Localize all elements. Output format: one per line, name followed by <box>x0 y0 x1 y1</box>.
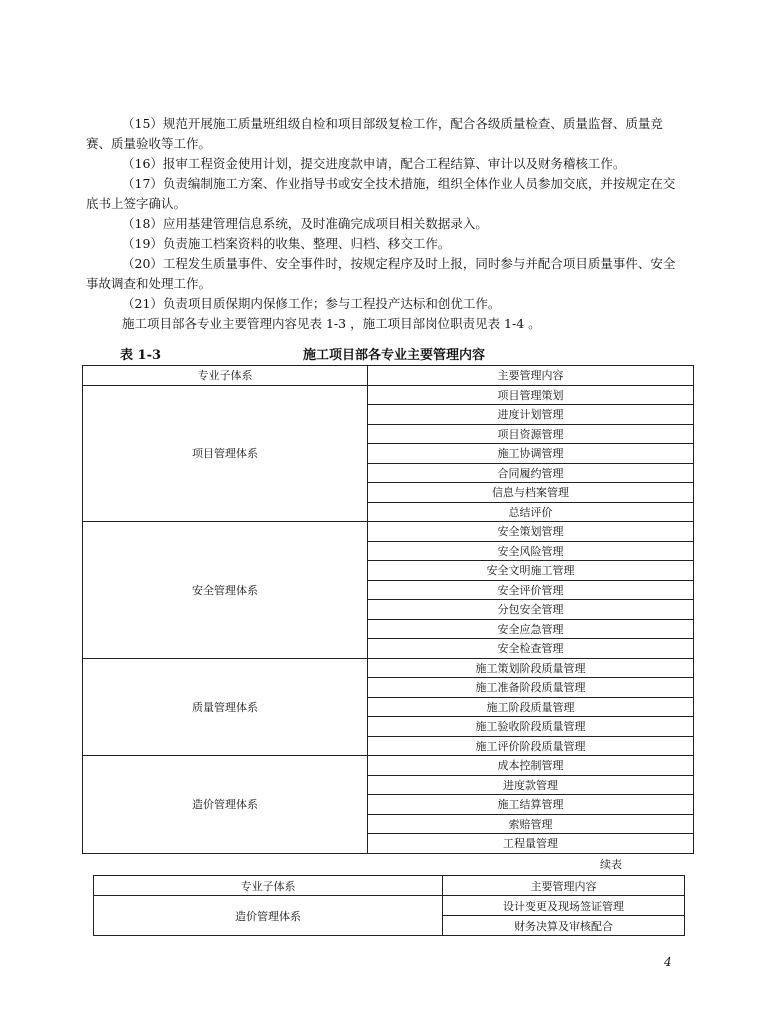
content-cell: 安全评价管理 <box>368 580 694 600</box>
header-subsystem: 专业子体系 <box>83 366 368 386</box>
paragraph-15: （15）规范开展施工质量班组级自检和项目部级复检工作，配合各级质量检查、质量监督、质量竞赛、质量验收等工作。 <box>86 116 663 151</box>
paragraph-18: （18）应用基建管理信息系统，及时准确完成项目相关数据录入。 <box>122 216 488 231</box>
page-number: 4 <box>664 955 672 969</box>
content-cell: 施工验收阶段质量管理 <box>368 717 694 737</box>
content-cell: 成本控制管理 <box>368 756 694 776</box>
header-content: 主要管理内容 <box>443 876 685 896</box>
content-cell: 项目管理策划 <box>368 385 694 405</box>
table-row <box>94 896 685 916</box>
content-cell: 总结评价 <box>368 502 694 522</box>
content-cell: 施工评价阶段质量管理 <box>368 736 694 756</box>
table-row <box>83 522 694 542</box>
paragraph-16: （16）报审工程资金使用计划，提交进度款申请，配合工程结算、审计以及财务稽核工作。 <box>122 156 626 171</box>
table-body <box>83 385 694 853</box>
header-subsystem: 专业子体系 <box>94 876 443 896</box>
continued-table <box>93 875 685 936</box>
content-cell: 安全应急管理 <box>368 619 694 639</box>
management-content-table <box>82 365 694 854</box>
content-cell: 安全检查管理 <box>368 639 694 659</box>
table-header-row <box>94 876 685 896</box>
header-content: 主要管理内容 <box>368 366 694 386</box>
subsystem-cell: 项目管理体系 <box>83 385 368 522</box>
table-label: 表 1-3 <box>120 348 162 363</box>
content-cell: 进度款管理 <box>368 775 694 795</box>
content-cell: 施工策划阶段质量管理 <box>368 658 694 678</box>
content-cell: 信息与档案管理 <box>368 483 694 503</box>
content-cell: 进度计划管理 <box>368 405 694 425</box>
paragraph-table-reference: 施工项目部各专业主要管理内容见表 1-3 ，施工项目部岗位职责见表 1-4 。 <box>122 316 541 331</box>
content-cell: 项目资源管理 <box>368 424 694 444</box>
continued-label: 续表 <box>600 858 622 871</box>
content-cell: 合同履约管理 <box>368 463 694 483</box>
table-body <box>94 896 685 936</box>
content-cell: 施工协调管理 <box>368 444 694 464</box>
content-cell: 施工结算管理 <box>368 795 694 815</box>
paragraph-21: （21）负责项目质保期内保修工作；参与工程投产达标和创优工作。 <box>122 296 501 311</box>
subsystem-cell: 安全管理体系 <box>83 522 368 659</box>
paragraph-19: （19）负责施工档案资料的收集、整理、归档、移交工作。 <box>122 236 451 251</box>
table-header-row <box>83 366 694 386</box>
content-cell: 施工准备阶段质量管理 <box>368 678 694 698</box>
content-cell: 索赔管理 <box>368 814 694 834</box>
subsystem-cell: 质量管理体系 <box>83 658 368 756</box>
subsystem-cell: 造价管理体系 <box>83 756 368 854</box>
content-cell: 设计变更及现场签证管理 <box>443 896 685 916</box>
content-cell: 安全文明施工管理 <box>368 561 694 581</box>
table-row <box>83 385 694 405</box>
table-row <box>83 658 694 678</box>
content-cell: 分包安全管理 <box>368 600 694 620</box>
content-cell: 施工阶段质量管理 <box>368 697 694 717</box>
paragraph-17: （17）负责编制施工方案、作业指导书或安全技术措施，组织全体作业人员参加交底，并按规定在交底书上签字确认。 <box>86 176 676 211</box>
table-title: 施工项目部各专业主要管理内容 <box>303 348 486 363</box>
content-cell: 安全策划管理 <box>368 522 694 542</box>
content-cell: 工程量管理 <box>368 834 694 854</box>
paragraph-20: （20）工程发生质量事件、安全事件时，按规定程序及时上报，同时参与并配合项目质量事件、安全事故调查和处理工作。 <box>86 256 676 291</box>
subsystem-cell: 造价管理体系 <box>94 896 443 936</box>
content-cell: 安全风险管理 <box>368 541 694 561</box>
table-row <box>83 756 694 776</box>
content-cell: 财务决算及审核配合 <box>443 916 685 936</box>
